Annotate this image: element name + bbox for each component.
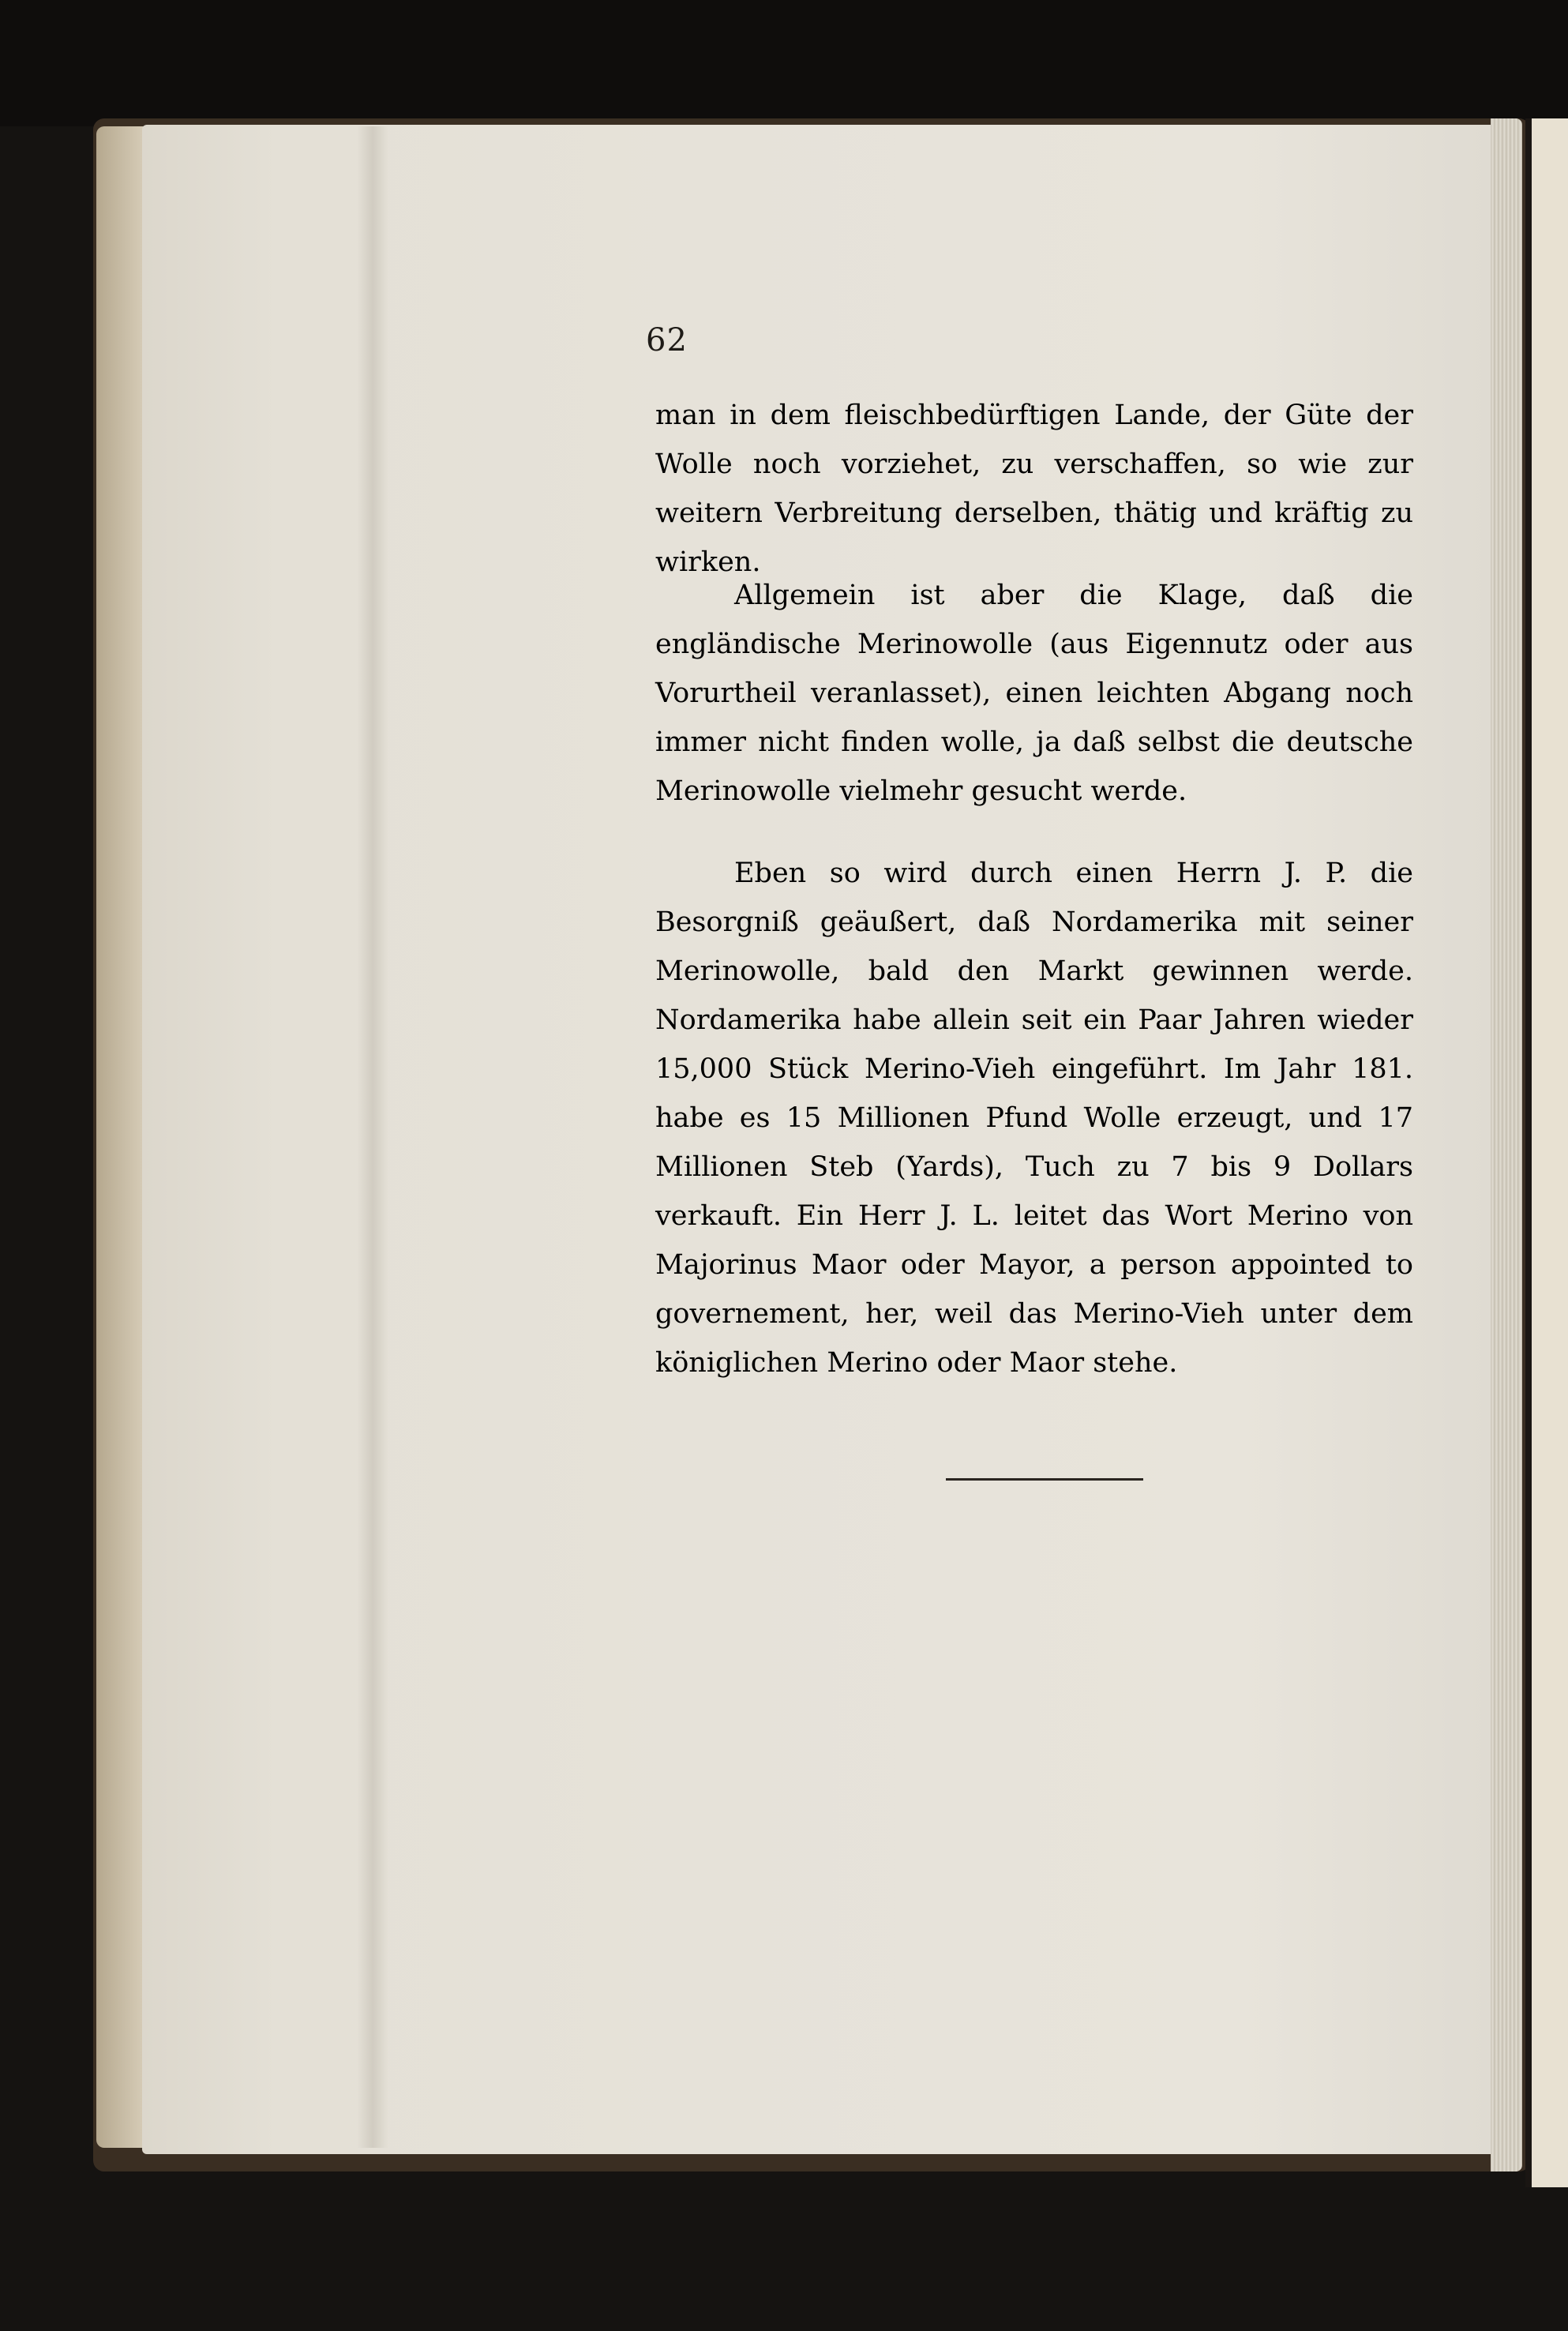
page-number: 62: [646, 322, 688, 358]
paragraph-1: man in dem fleischbedürftigen Lande, der Güte der Wolle noch vorziehet, zu verschaffen, so wie zur weitern Verbreitung derselben, thätig und kräftig zu wirken.: [655, 400, 1413, 578]
paragraph-3: Eben so wird durch einen Herrn J. P. die Besorgniß geäußert, daß Nordamerika mit seiner Merinowolle, bald den Markt gewinnen werde. Nordamerika habe allein seit ein Paar Jahren wieder 15,000 Stück Merino-Vieh eingeführt. Im Jahr 181. habe es 15 Millionen Pfund Wolle erzeugt, und 17 Millionen Steb (Yards), Tuch zu 7 bis 9 Dollars verkauft. Ein Herr J. L. leitet das Wort Merino von Majorinus Maor oder Mayor, a person appointed to governement, her, weil das Merino-Vieh unter dem königlichen Merino oder Maor stehe.: [655, 858, 1413, 1379]
paragraph-2: Allgemein ist aber die Klage, daß die engländische Merinowolle (aus Eigennutz oder aus Vorurtheil veranlasset), einen leichten Abgang noch immer nicht finden wolle, ja daß selbst die deutsche Merinowolle vielmehr gesucht werde.: [655, 580, 1413, 807]
next-page-edge: [1525, 118, 1568, 2187]
section-divider: [946, 1478, 1143, 1481]
background: [0, 0, 1568, 126]
page-leaves: [1491, 118, 1522, 2171]
page-gutter: [357, 126, 388, 2148]
